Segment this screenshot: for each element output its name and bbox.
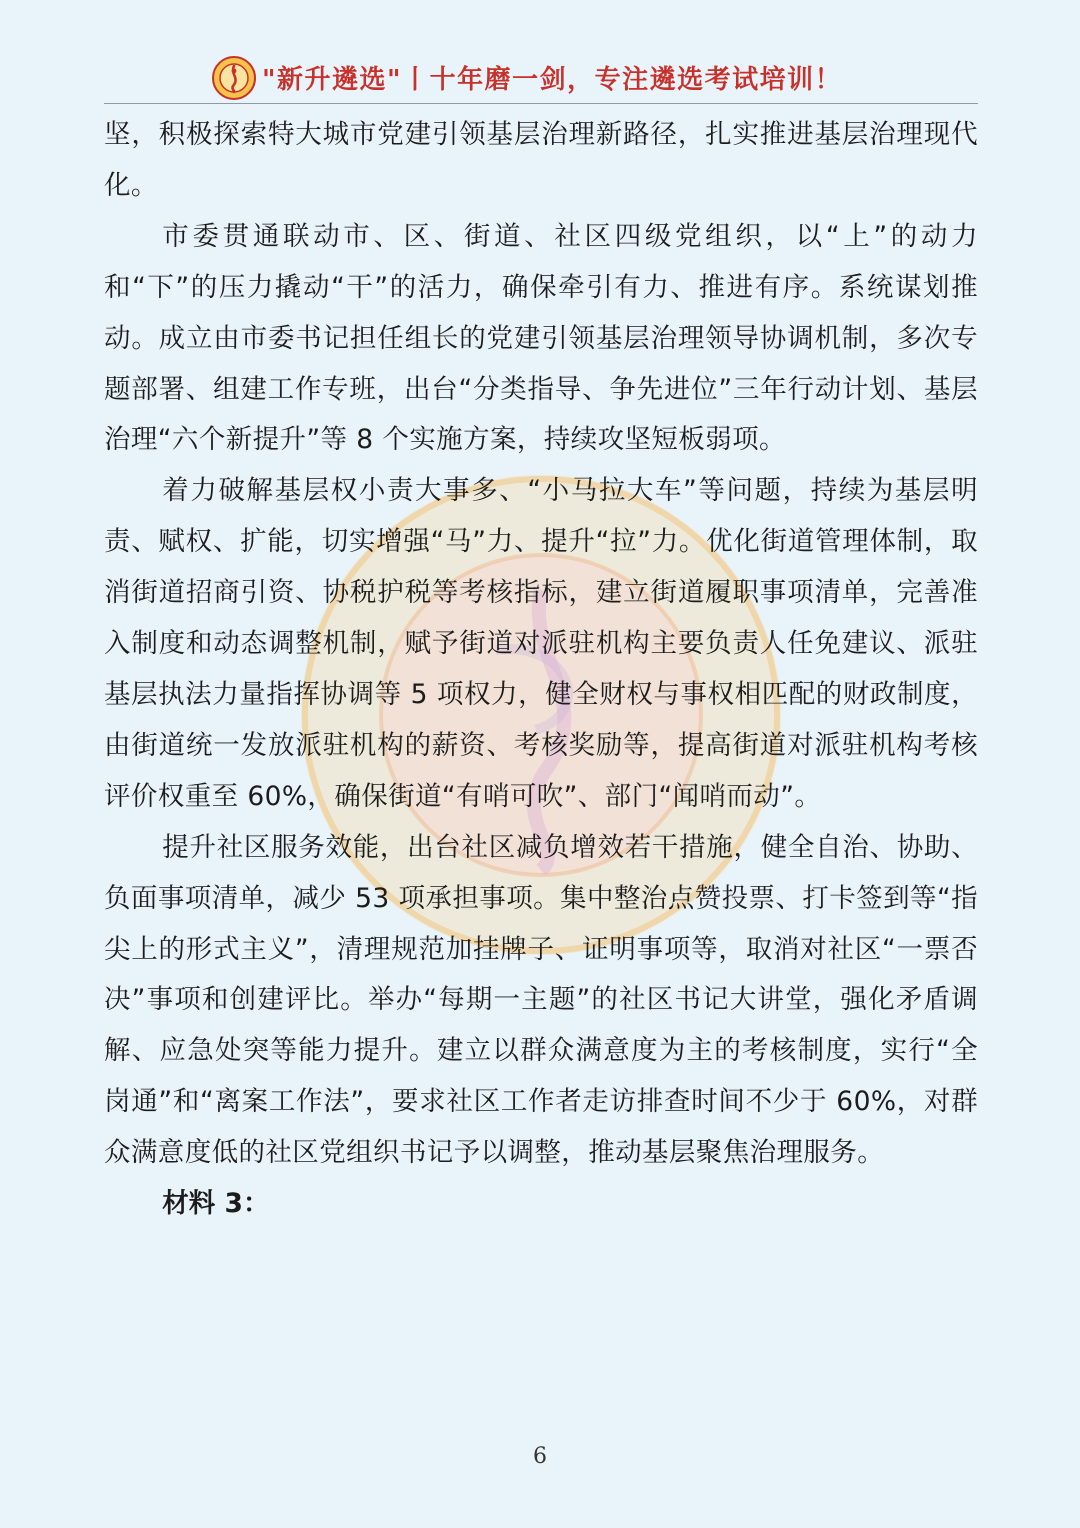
header-slogan: "新升遴选"丨十年磨一剑，专注遴选考试培训！ [262,65,843,95]
paragraph-community-service: 提升社区服务效能，出台社区减负增效若干措施，健全自治、协助、负面事项清单，减少 53 项承担事项。集中整治点赞投票、打卡签到等“指尖上的形式主义”，清理规范加挂牌子、证明事项等，取消对社区“一票否决”事项和创建评比。举办“每期一主题”的社区书记大讲堂，强化矛盾调解、应急处突等能力提升。建立以群众满意度为主的考核制度，实行“全岗通”和“离案工作法”，要求社区工作者走访排查时间不少于 60%，对群众满意度低的社区党组织书记予以调整，推动基层聚焦治理服务。 [104,831,978,1169]
seal-logo-icon [212,56,256,100]
paragraph-coordination: 市委贯通联动市、区、街道、社区四级党组织，以“上”的动力和“下”的压力撬动“干”的活力，确保牵引有力、推进有序。系统谋划推动。成立由市委书记担任组长的党建引领基层治理领导协调机制，多次专题部署、组建工作专班，出台“分类指导、争先进位”三年行动计划、基层治理“六个新提升”等 8 个实施方案，持续攻坚短板弱项。 [104,220,978,456]
paragraph-continued: 坚，积极探索特大城市党建引领基层治理新路径，扎实推进基层治理现代化。 [104,119,978,201]
page-header [104,52,978,104]
paragraph-empowerment: 着力破解基层权小责大事多、“小马拉大车”等问题，持续为基层明责、赋权、扩能，切实增强“马”力、提升“拉”力。优化街道管理体制，取消街道招商引资、协税护税等考核指标，建立街道履职事项清单，完善准入制度和动态调整机制，赋予街道对派驻机构主要负责人任免建议、派驻基层执法力量指挥协调等 5 项权力，健全财权与事权相匹配的财政制度，由街道统一发放派驻机构的薪资、考核奖励等，提高街道对派驻机构考核评价权重至 60%，确保街道“有哨可吹”、部门“闻哨而动”。 [104,475,978,812]
page-number: 6 [533,1444,547,1469]
material-heading: 材料 3： [162,1188,270,1220]
document-body [104,110,978,1230]
